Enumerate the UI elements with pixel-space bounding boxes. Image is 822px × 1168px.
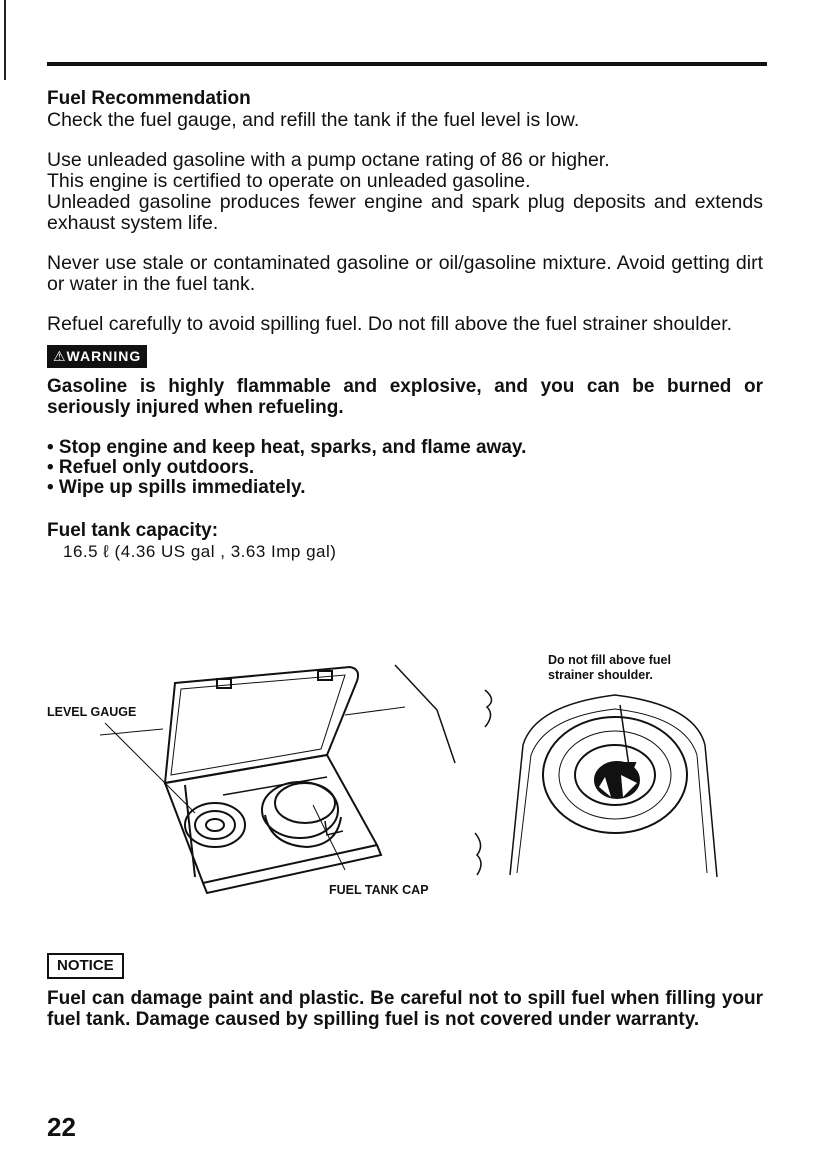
refuel-note: Refuel carefully to avoid spilling fuel. Do not fill above the fuel strainer shoulder. [47, 313, 733, 335]
fuel-tank-illustration [45, 645, 765, 915]
top-rule [47, 62, 767, 66]
notice-label: NOTICE [47, 953, 124, 979]
warning-bullets [47, 438, 763, 498]
stale-fuel-text: Never use stale or contaminated gasoline or oil/gasoline mixture. Avoid getting dirt or water in the fuel tank. [47, 252, 763, 295]
bullet-item: • Wipe up spills immediately. [47, 477, 306, 498]
illustration-drawing [45, 645, 765, 915]
bullet-item: • Refuel only outdoors. [47, 457, 255, 478]
bullet-item: • Stop engine and keep heat, sparks, and flame away. [47, 437, 527, 458]
capacity-value: 16.5 ℓ (4.36 US gal , 3.63 Imp gal) [63, 542, 337, 561]
warning-text: Gasoline is highly flammable and explosive, and you can be burned or seriously injured when refueling. [47, 376, 763, 418]
strainer-note-line-2: strainer shoulder. [548, 668, 653, 682]
octane-line: Use unleaded gasoline with a pump octane rating of 86 or higher. [47, 149, 610, 171]
page-edge-line [4, 0, 6, 80]
level-gauge-label: LEVEL GAUGE [47, 705, 137, 719]
intro-text: Check the fuel gauge, and refill the tank if the fuel level is low. [47, 109, 580, 131]
warning-label: ⚠WARNING [47, 345, 147, 368]
capacity-heading: Fuel tank capacity: [47, 520, 219, 541]
unleaded-benefit-line: Unleaded gasoline produces fewer engine and spark plug deposits and extends exhaust system life. [47, 191, 763, 234]
main-content [47, 88, 763, 562]
notice-text: Fuel can damage paint and plastic. Be careful not to spill fuel when filling your fuel tank. Damage caused by spilling fuel is not covered under warranty. [47, 988, 763, 1030]
certified-line: This engine is certified to operate on unleaded gasoline. [47, 170, 531, 192]
strainer-note-line-1: Do not fill above fuel [548, 653, 671, 667]
page-number: 22 [47, 1112, 76, 1142]
section-heading: Fuel Recommendation [47, 88, 251, 109]
fuel-tank-cap-label: FUEL TANK CAP [329, 883, 429, 897]
